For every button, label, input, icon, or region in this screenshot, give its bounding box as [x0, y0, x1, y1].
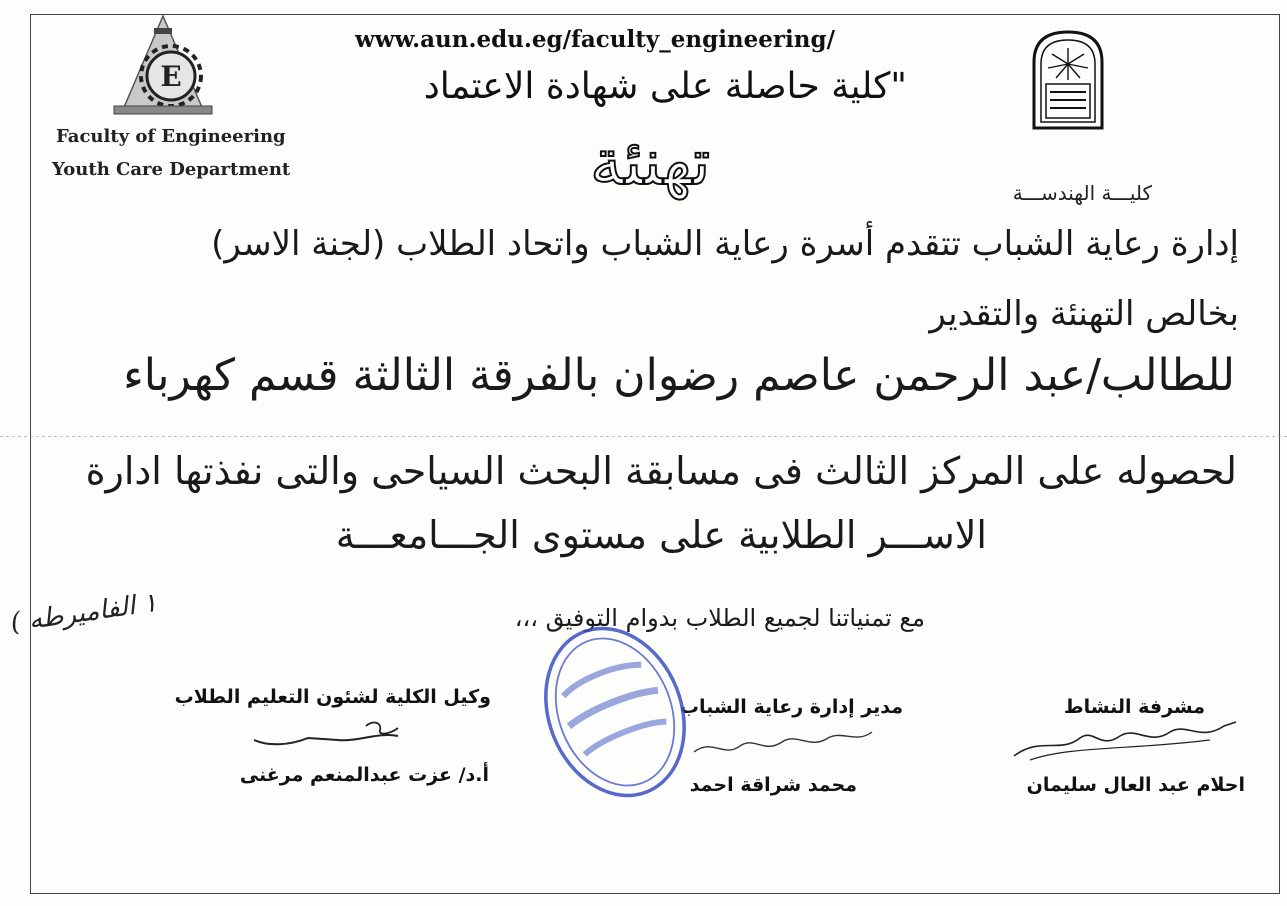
signatory-name-activity-supervisor: احلام عبد العال سليمان: [1026, 774, 1245, 796]
signature-youth-director-icon: [688, 724, 878, 766]
right-border: [1279, 14, 1280, 894]
bottom-border: [30, 893, 1280, 894]
accreditation-text: "كلية حاصلة على شهادة الاعتماد: [423, 66, 907, 107]
achievement-line-1: لحصوله على المركز الثالث فى مسابقة البحث السياحى والتى نفذتها ادارة: [85, 449, 1237, 493]
certificate-title: تهنئة: [590, 126, 711, 200]
signatory-name-youth-director: محمد شراقة احمد: [689, 774, 857, 796]
signature-activity-supervisor-icon: [1010, 716, 1240, 764]
signatory-name-vice-dean: أ.د/ عزت عبدالمنعم مرغنى: [239, 764, 489, 786]
signatory-title-activity-supervisor: مشرفة النشاط: [1063, 696, 1205, 718]
svg-text:E: E: [160, 60, 182, 93]
website-url: www.aun.edu.eg/faculty_engineering/: [355, 26, 835, 53]
official-stamp-icon: [533, 618, 697, 806]
left-border: [30, 14, 31, 894]
body-line-1: إدارة رعاية الشباب تتقدم أسرة رعاية الشباب واتحاد الطلاب (لجنة الاسر): [211, 224, 1239, 264]
body-line-2: بخالص التهنئة والتقدير: [929, 294, 1239, 334]
faculty-logo-icon: [108, 14, 218, 124]
achievement-line-2: الاســـر الطلابية على مستوى الجـــامعـــة: [335, 513, 987, 557]
department-name-en: Youth Care Department: [52, 159, 291, 180]
signature-vice-dean-icon: [248, 716, 408, 756]
student-line: للطالب/عبد الرحمن عاصم رضوان بالفرقة الثالثة قسم كهرباء: [123, 350, 1235, 401]
scan-fold-line: [0, 436, 1287, 437]
faculty-name-en: Faculty of Engineering: [56, 126, 286, 147]
faculty-name-ar: كليـــة الهندســـة: [1012, 181, 1152, 205]
university-seal-icon: [1030, 28, 1106, 130]
signatory-title-youth-director: مدير إدارة رعاية الشباب: [679, 696, 903, 718]
handwritten-note: ١ الفاميرطه ): [8, 587, 159, 639]
signatory-title-vice-dean: وكيل الكلية لشئون التعليم الطلاب: [174, 686, 491, 708]
wishes-line: مع تمنياتنا لجميع الطلاب بدوام التوفيق ،،،: [514, 604, 925, 632]
